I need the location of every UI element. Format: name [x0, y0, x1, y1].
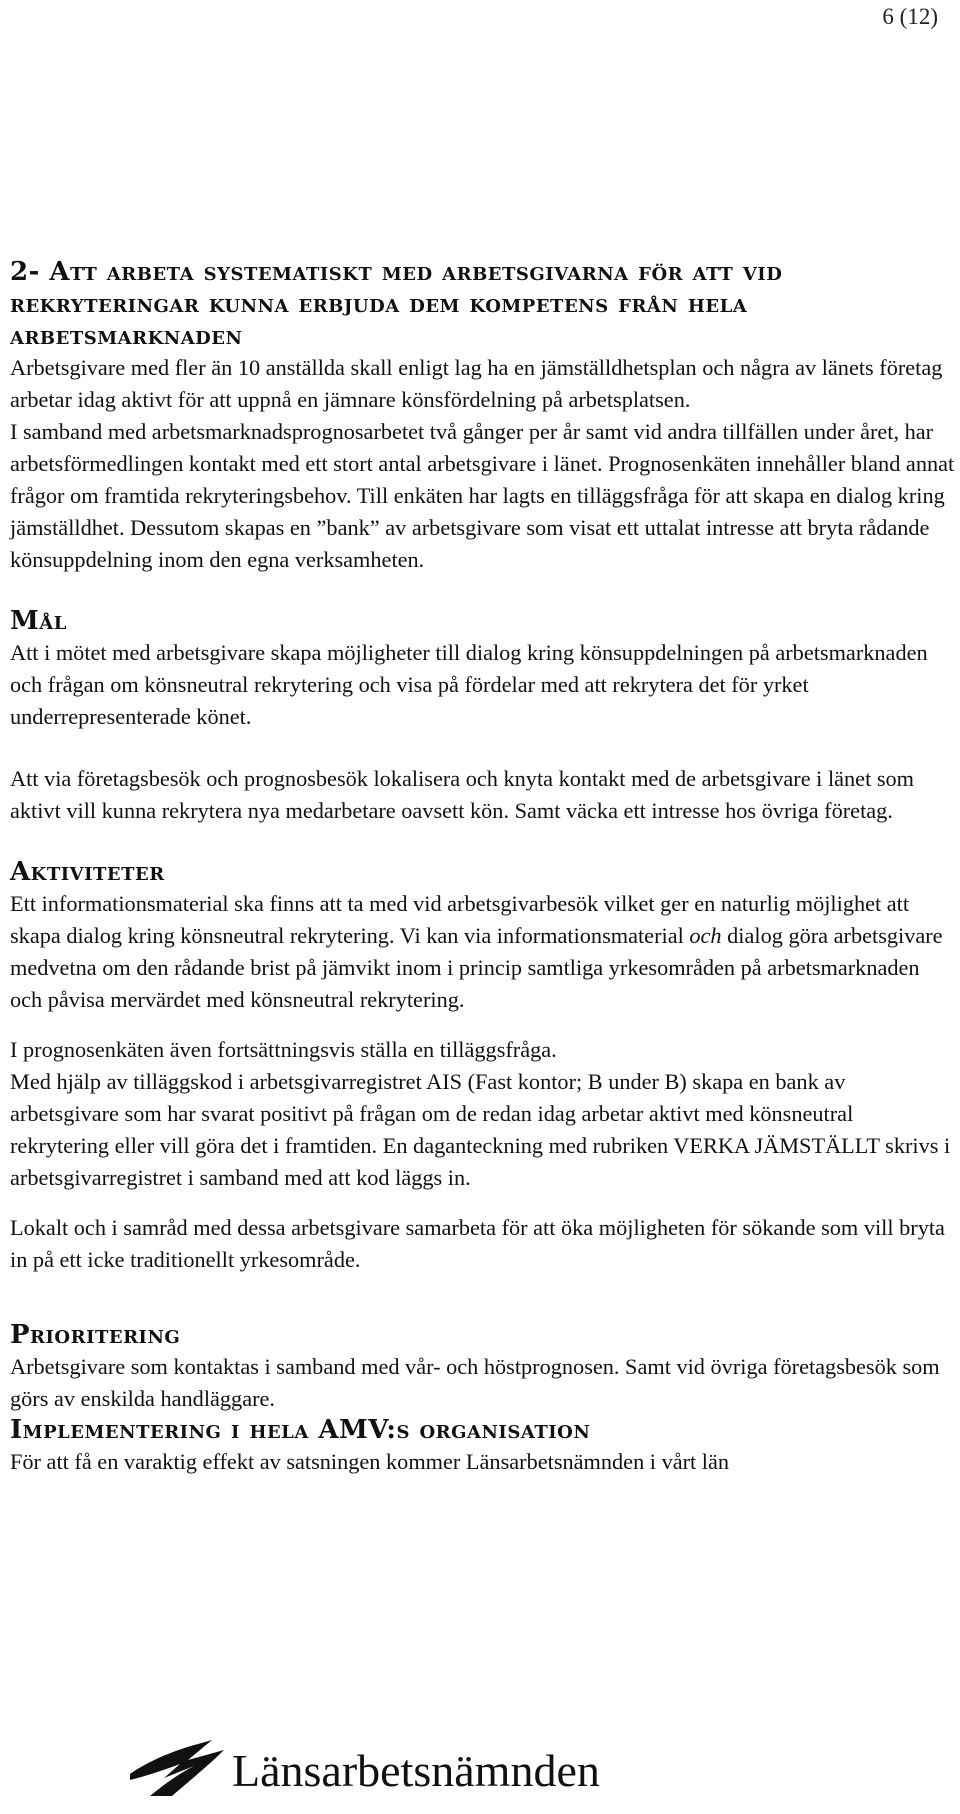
- aktiviteter-paragraph-1: [10, 888, 955, 1016]
- aktiviteter-p1-emphasis: och: [689, 923, 722, 948]
- aktiviteter-paragraph-4: Lokalt och i samråd med dessa arbetsgivare samarbeta för att öka möjligheten för sökande som vill bryta in på ett icke traditionellt yrkesområde.: [10, 1215, 945, 1272]
- aktiviteter-p1-text-b: dialog göra arbetsgivare medvetna om den rådande brist på jämvikt inom i princip samtliga yrkesområden på arbetsmarknaden och påvisa mervärdet med könsneutral rekrytering.: [10, 923, 943, 1012]
- aktiviteter-heading: Aktiviteter: [10, 857, 165, 887]
- implementering-heading: Implementering i hela AMV:s organisation: [10, 1415, 591, 1445]
- samband-paragraph: I samband med arbetsmarknadsprognosarbetet två gånger per år samt vid andra tillfällen under året, har arbetsförmedlingen kontakt med ett stort antal arbetsgivare i länet. Prognosenkäten innehåller bland annat frågor om framtida rekryteringsbehov. Till enkäten har lagts en tilläggsfråga för att skapa en dialog kring jämställdhet. Dessutom skapas en ”bank” av arbetsgivare som visat ett uttalat intresse att bryta rådande könsuppdelning inom den egna verksamheten.: [10, 419, 955, 572]
- page-number: 6 (12): [882, 4, 938, 29]
- logo-text: Länsarbetsnämnden: [232, 1745, 600, 1796]
- aktiviteter-paragraph-3: Med hjälp av tilläggskod i arbetsgivarregistret AIS (Fast kontor; B under B) skapa en bank av arbetsgivare som har svarat positivt på frågan om de redan idag arbetar aktivt med könsneutral rekrytering eller vill göra det i framtiden. En daganteckning med rubriken VERKA JÄMSTÄLLT skrivs i arbetsgivarregistret i samband med att kod läggs in.: [10, 1069, 951, 1190]
- prioritering-heading: Prioritering: [10, 1320, 181, 1350]
- aktiviteter-paragraph-2: I prognosenkäten även fortsättningsvis ställa en tilläggsfråga.: [10, 1037, 557, 1062]
- lansarbetsnamnden-logo: [128, 1730, 628, 1800]
- intro-paragraph: Arbetsgivare med fler än 10 anställda skall enligt lag ha en jämställdhetsplan och några av länets företag arbetar idag aktivt för att uppnå en jämnare könsfördelning på arbetsplatsen.: [10, 355, 943, 412]
- lansarbetsnamnden-logo-icon: [128, 1730, 228, 1800]
- implementering-paragraph: För att få en varaktig effekt av satsningen kommer Länsarbetsnämnden i vårt län: [10, 1449, 730, 1474]
- mal-paragraph-1: Att i mötet med arbetsgivare skapa möjligheter till dialog kring könsuppdelningen på arbetsmarknaden och frågan om könsneutral rekrytering och visa på fördelar med att rekrytera det för yrket underrepresenterade könet.: [10, 640, 928, 729]
- prioritering-paragraph: Arbetsgivare som kontaktas i samband med vår- och höstprognosen. Samt vid övriga företagsbesök som görs av enskilda handläggare.: [10, 1354, 940, 1411]
- mal-heading: Mål: [10, 606, 67, 636]
- mal-paragraph-2: Att via företagsbesök och prognosbesök lokalisera och knyta kontakt med de arbetsgivare i länet som aktivt vill kunna rekrytera nya medarbetare oavsett kön. Samt väcka ett intresse hos övriga företag.: [10, 766, 915, 823]
- aktiviteter-p1-text-a: Ett informationsmaterial ska finns att ta med vid arbetsgivarbesök vilket ger en naturlig möjlighet att skapa dialog kring könsneutral rekrytering. Vi kan via informationsmaterial: [10, 891, 910, 948]
- main-heading: 2- Att arbeta systematiskt med arbetsgivarna för att vid rekryteringar kunna erbjuda dem kompetens från hela arbetsmarknaden: [10, 257, 783, 351]
- document-body: [10, 256, 955, 1478]
